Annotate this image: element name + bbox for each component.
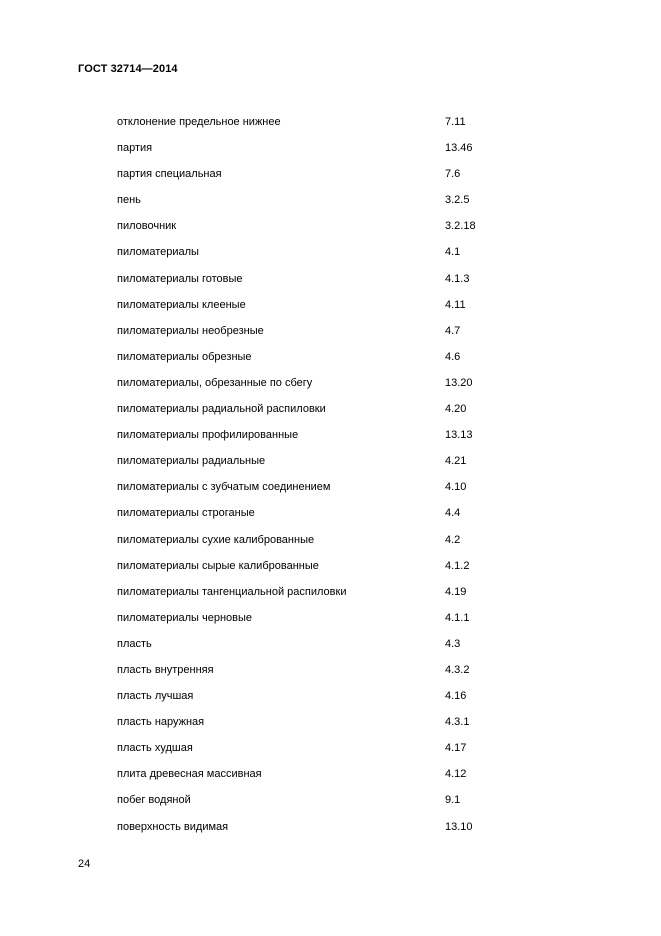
index-row [117, 401, 517, 427]
index-term: пиломатериалы [117, 246, 199, 259]
index-row [117, 140, 517, 166]
index-term: плита древесная массивная [117, 768, 262, 781]
index-ref: 13.20 [445, 376, 473, 389]
index-ref: 13.46 [445, 142, 473, 155]
term-index [117, 114, 517, 845]
index-ref: 7.11 [445, 116, 466, 128]
index-term: поверхность видимая [117, 820, 229, 833]
index-term: пласть лучшая [117, 690, 194, 703]
index-row [117, 192, 517, 218]
index-row [117, 688, 517, 714]
index-ref: 4.2 [445, 533, 461, 546]
index-term: пиломатериалы обрезные [117, 350, 252, 363]
index-term: пиломатериалы строганые [117, 507, 255, 520]
document-header: ГОСТ 32714—2014 [78, 63, 178, 75]
index-row [117, 427, 517, 453]
index-ref: 4.6 [445, 350, 461, 363]
index-ref: 13.10 [445, 820, 473, 833]
index-term: пиломатериалы с зубчатым соединением [117, 481, 331, 494]
index-row [117, 610, 517, 636]
index-ref: 4.12 [445, 768, 467, 781]
index-ref: 4.1.2 [445, 559, 470, 572]
index-row [117, 636, 517, 662]
index-term: пиломатериалы, обрезанные по сбегу [117, 376, 313, 389]
index-term: пиломатериалы профилированные [117, 429, 299, 442]
index-row [117, 740, 517, 766]
index-ref: 3.2.5 [445, 194, 470, 207]
index-ref: 4.20 [445, 403, 467, 416]
index-row [117, 479, 517, 505]
index-ref: 4.21 [445, 455, 467, 468]
index-row [117, 662, 517, 688]
index-term: пиломатериалы сырые калиброванные [117, 559, 319, 572]
index-ref: 4.3.2 [445, 663, 470, 676]
index-row [117, 532, 517, 558]
index-ref: 4.1.3 [445, 272, 470, 285]
index-term: пиломатериалы клееные [117, 298, 246, 311]
index-row [117, 166, 517, 192]
index-ref: 13.13 [445, 429, 473, 442]
index-row [117, 792, 517, 818]
index-term: пиломатериалы тангенциальной распиловки [117, 585, 347, 598]
index-ref: 7.6 [445, 168, 461, 181]
index-term: пиломатериалы необрезные [117, 324, 264, 337]
index-term: партия специальная [117, 168, 222, 181]
index-row [117, 244, 517, 270]
index-term: отклонение предельное нижнее [117, 116, 281, 128]
index-ref: 4.1 [445, 246, 461, 259]
index-row [117, 505, 517, 531]
index-row [117, 714, 517, 740]
index-ref: 4.16 [445, 690, 467, 703]
index-term: партия [117, 142, 153, 155]
index-term: пласть внутренняя [117, 663, 214, 676]
index-term: пень [117, 194, 141, 207]
index-term: пласть худшая [117, 742, 193, 755]
index-row [117, 323, 517, 349]
index-row [117, 558, 517, 584]
index-ref: 9.1 [445, 794, 461, 807]
index-row [117, 584, 517, 610]
index-ref: 4.17 [445, 742, 467, 755]
index-term: пиломатериалы готовые [117, 272, 243, 285]
index-row [117, 114, 517, 140]
index-term: побег водяной [117, 794, 191, 807]
index-ref: 4.3 [445, 637, 461, 650]
index-ref: 4.11 [445, 298, 466, 311]
index-row [117, 766, 517, 792]
index-term: пиловочник [117, 220, 177, 233]
index-row [117, 819, 517, 845]
index-row [117, 349, 517, 375]
index-row [117, 375, 517, 401]
index-row [117, 271, 517, 297]
index-term: пиломатериалы радиальные [117, 455, 266, 468]
index-ref: 4.3.1 [445, 716, 470, 729]
index-row [117, 218, 517, 244]
index-ref: 4.1.1 [445, 611, 470, 624]
index-ref: 4.4 [445, 507, 461, 520]
index-term: пиломатериалы черновые [117, 611, 253, 624]
page-number: 24 [78, 858, 91, 870]
index-row [117, 453, 517, 479]
index-ref: 3.2.18 [445, 220, 476, 233]
index-term: пиломатериалы радиальной распиловки [117, 403, 326, 416]
index-term: пласть [117, 637, 152, 650]
index-term: пиломатериалы сухие калиброванные [117, 533, 315, 546]
index-ref: 4.19 [445, 585, 467, 598]
index-row [117, 297, 517, 323]
index-ref: 4.10 [445, 481, 467, 494]
index-term: пласть наружная [117, 716, 205, 729]
index-ref: 4.7 [445, 324, 461, 337]
